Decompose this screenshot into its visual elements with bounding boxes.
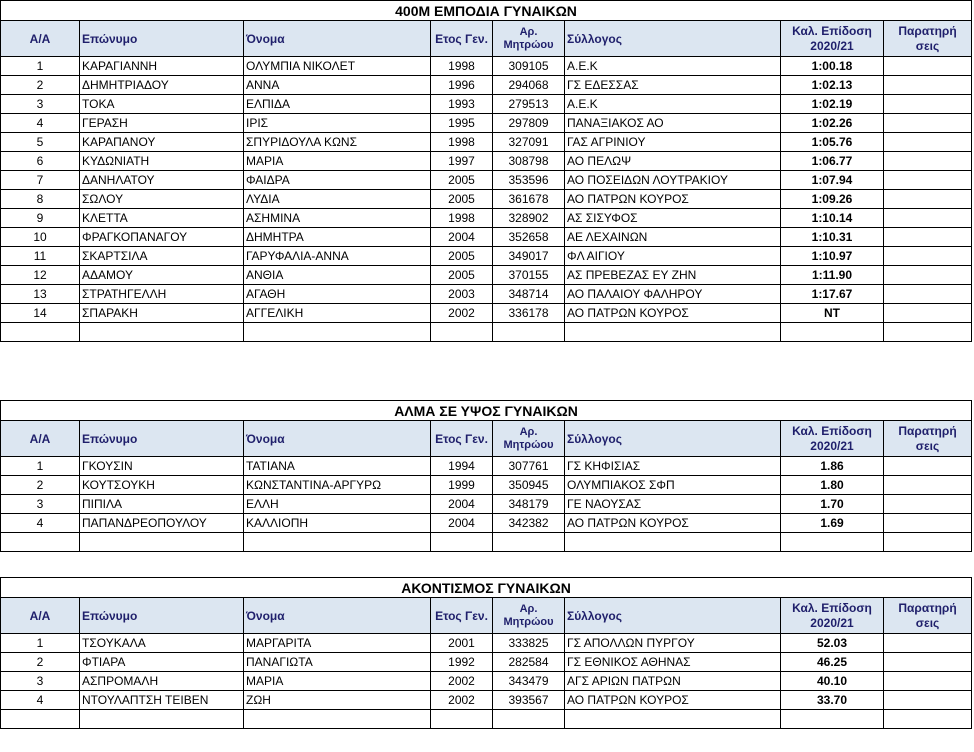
row-number[interactable]: 5 bbox=[1, 133, 80, 152]
first-name-cell[interactable]: ΣΠΥΡΙΔΟΥΛΑ ΚΩΝΣ bbox=[244, 133, 431, 152]
best-performance-cell[interactable]: 1:02.19 bbox=[781, 95, 884, 114]
first-name-cell[interactable]: ΑΣΗΜΙΝΑ bbox=[244, 209, 431, 228]
birth-year-cell[interactable]: 1996 bbox=[431, 76, 493, 95]
surname-cell[interactable]: ΓΚΟΥΣΙΝ bbox=[80, 457, 244, 476]
registry-number-cell[interactable]: 336178 bbox=[493, 304, 565, 323]
club-cell[interactable]: ΠΑΝΑΞΙΑΚΟΣ ΑΟ bbox=[565, 114, 781, 133]
registry-number-cell[interactable]: 350945 bbox=[493, 476, 565, 495]
header-aa: Α/Α bbox=[1, 21, 80, 57]
surname-cell[interactable]: ΣΩΛΟΥ bbox=[80, 190, 244, 209]
row-number[interactable]: 3 bbox=[1, 95, 80, 114]
header-aa: Α/Α bbox=[1, 421, 80, 457]
birth-year-cell[interactable]: 2004 bbox=[431, 228, 493, 247]
best-performance-cell[interactable] bbox=[781, 710, 884, 729]
row-number[interactable]: 13 bbox=[1, 285, 80, 304]
first-name-cell[interactable]: ΛΥΔΙΑ bbox=[244, 190, 431, 209]
best-performance-cell[interactable]: 40.10 bbox=[781, 672, 884, 691]
row-number[interactable]: 3 bbox=[1, 495, 80, 514]
registry-number-cell[interactable]: 353596 bbox=[493, 171, 565, 190]
table-row bbox=[1, 228, 972, 247]
table-row bbox=[1, 533, 972, 552]
best-performance-cell[interactable]: 1:02.13 bbox=[781, 76, 884, 95]
best-performance-cell[interactable]: 1:02.26 bbox=[781, 114, 884, 133]
surname-cell[interactable]: ΣΤΡΑΤΗΓΕΛΛΗ bbox=[80, 285, 244, 304]
results-table bbox=[0, 0, 972, 342]
row-number[interactable]: 6 bbox=[1, 152, 80, 171]
club-cell[interactable]: ΑΟ ΠΕΛΩΨ bbox=[565, 152, 781, 171]
surname-cell[interactable] bbox=[80, 710, 244, 729]
surname-cell[interactable]: ΚΑΡΑΓΙΑΝΝΗ bbox=[80, 57, 244, 76]
club-cell[interactable]: ΓΑΣ ΑΓΡΙΝΙΟΥ bbox=[565, 133, 781, 152]
surname-cell[interactable]: ΓΕΡΑΣΗ bbox=[80, 114, 244, 133]
first-name-cell[interactable] bbox=[244, 710, 431, 729]
notes-cell[interactable] bbox=[884, 57, 972, 76]
table-row bbox=[1, 95, 972, 114]
registry-number-cell[interactable]: 349017 bbox=[493, 247, 565, 266]
club-cell[interactable] bbox=[565, 323, 781, 342]
surname-cell[interactable]: ΔΑΝΗΛΑΤΟΥ bbox=[80, 171, 244, 190]
registry-number-cell[interactable]: 328902 bbox=[493, 209, 565, 228]
header-birth-year: Ετος Γεν. bbox=[431, 21, 493, 57]
row-number[interactable]: 1 bbox=[1, 634, 80, 653]
best-performance-cell[interactable]: 1:09.26 bbox=[781, 190, 884, 209]
row-number[interactable]: 8 bbox=[1, 190, 80, 209]
club-cell[interactable]: ΑΣ ΠΡΕΒΕΖΑΣ ΕΥ ΖΗΝ bbox=[565, 266, 781, 285]
row-number[interactable]: 1 bbox=[1, 57, 80, 76]
club-cell[interactable]: ΓΣ ΑΠΟΛΛΩΝ ΠΥΡΓΟΥ bbox=[565, 634, 781, 653]
surname-cell[interactable]: ΚΟΥΤΣΟΥΚΗ bbox=[80, 476, 244, 495]
header-best-performance: Καλ. Επίδοση 2020/21 bbox=[781, 421, 884, 457]
notes-cell[interactable] bbox=[884, 653, 972, 672]
best-performance-cell[interactable]: 1:17.67 bbox=[781, 285, 884, 304]
registry-number-cell[interactable]: 352658 bbox=[493, 228, 565, 247]
table-row bbox=[1, 247, 972, 266]
surname-cell[interactable]: ΣΠΑΡΑΚΗ bbox=[80, 304, 244, 323]
table-row bbox=[1, 266, 972, 285]
birth-year-cell[interactable]: 1992 bbox=[431, 653, 493, 672]
best-performance-cell[interactable]: 1:11.90 bbox=[781, 266, 884, 285]
header-notes: Παρατηρή σεις bbox=[884, 21, 972, 57]
first-name-cell[interactable]: ΦΑΙΔΡΑ bbox=[244, 171, 431, 190]
registry-number-cell[interactable]: 308798 bbox=[493, 152, 565, 171]
best-performance-cell[interactable] bbox=[781, 533, 884, 552]
club-cell[interactable]: ΟΛΥΜΠΙΑΚΟΣ ΣΦΠ bbox=[565, 476, 781, 495]
notes-cell[interactable] bbox=[884, 95, 972, 114]
club-cell[interactable]: ΑΟ ΠΑΤΡΩΝ ΚΟΥΡΟΣ bbox=[565, 691, 781, 710]
best-performance-cell[interactable]: 1:05.76 bbox=[781, 133, 884, 152]
table-row bbox=[1, 285, 972, 304]
birth-year-cell[interactable]: 2003 bbox=[431, 285, 493, 304]
registry-number-cell[interactable] bbox=[493, 710, 565, 729]
table-row bbox=[1, 691, 972, 710]
first-name-cell[interactable]: ΖΩΗ bbox=[244, 691, 431, 710]
row-number[interactable]: 4 bbox=[1, 514, 80, 533]
best-performance-cell[interactable]: 33.70 bbox=[781, 691, 884, 710]
best-performance-cell[interactable]: 1:10.14 bbox=[781, 209, 884, 228]
surname-cell[interactable]: ΝΤΟΥΛΑΠΤΣΗ ΤΕΙΒΕΝ bbox=[80, 691, 244, 710]
notes-cell[interactable] bbox=[884, 228, 972, 247]
birth-year-cell[interactable]: 1993 bbox=[431, 95, 493, 114]
registry-number-cell[interactable]: 342382 bbox=[493, 514, 565, 533]
surname-cell[interactable]: ΦΡΑΓΚΟΠΑΝΑΓΟΥ bbox=[80, 228, 244, 247]
table-row bbox=[1, 190, 972, 209]
birth-year-cell[interactable]: 1995 bbox=[431, 114, 493, 133]
birth-year-cell[interactable]: 2005 bbox=[431, 247, 493, 266]
header-birth-year: Ετος Γεν. bbox=[431, 598, 493, 634]
first-name-cell[interactable]: ΑΝΝΑ bbox=[244, 76, 431, 95]
table-row bbox=[1, 634, 972, 653]
best-performance-cell[interactable]: 46.25 bbox=[781, 653, 884, 672]
best-performance-cell[interactable]: 1:10.31 bbox=[781, 228, 884, 247]
surname-cell[interactable]: ΑΣΠΡΟΜΑΛΗ bbox=[80, 672, 244, 691]
first-name-cell[interactable]: ΜΑΡΙΑ bbox=[244, 672, 431, 691]
club-cell[interactable] bbox=[565, 710, 781, 729]
registry-number-cell[interactable]: 282584 bbox=[493, 653, 565, 672]
surname-cell[interactable]: ΤΟΚΑ bbox=[80, 95, 244, 114]
club-cell[interactable]: ΑΕ ΛΕΧΑΙΝΩΝ bbox=[565, 228, 781, 247]
registry-number-cell[interactable]: 393567 bbox=[493, 691, 565, 710]
header-registry-number: Αρ. Μητρώου bbox=[493, 421, 565, 457]
club-cell[interactable] bbox=[565, 533, 781, 552]
birth-year-cell[interactable] bbox=[431, 533, 493, 552]
header-best-performance: Καλ. Επίδοση 2020/21 bbox=[781, 598, 884, 634]
registry-number-cell[interactable] bbox=[493, 323, 565, 342]
birth-year-cell[interactable]: 1999 bbox=[431, 476, 493, 495]
club-cell[interactable]: ΦΛ ΑΙΓΙΟΥ bbox=[565, 247, 781, 266]
best-performance-cell[interactable]: 1.86 bbox=[781, 457, 884, 476]
best-performance-cell[interactable]: 52.03 bbox=[781, 634, 884, 653]
notes-cell[interactable] bbox=[884, 457, 972, 476]
surname-cell[interactable]: ΦΤΙΑΡΑ bbox=[80, 653, 244, 672]
results-table bbox=[0, 577, 972, 729]
surname-cell[interactable]: ΔΗΜΗΤΡΙΑΔΟΥ bbox=[80, 76, 244, 95]
table-row bbox=[1, 209, 972, 228]
birth-year-cell[interactable]: 2005 bbox=[431, 171, 493, 190]
header-aa: Α/Α bbox=[1, 598, 80, 634]
birth-year-cell[interactable] bbox=[431, 710, 493, 729]
notes-cell[interactable] bbox=[884, 152, 972, 171]
row-number[interactable]: 9 bbox=[1, 209, 80, 228]
table-row bbox=[1, 514, 972, 533]
table-row bbox=[1, 57, 972, 76]
first-name-cell[interactable]: ΔΗΜΗΤΡΑ bbox=[244, 228, 431, 247]
first-name-cell[interactable]: ΠΑΝΑΓΙΩΤΑ bbox=[244, 653, 431, 672]
header-club: Σύλλογος bbox=[565, 598, 781, 634]
birth-year-cell[interactable]: 2005 bbox=[431, 266, 493, 285]
notes-cell[interactable] bbox=[884, 533, 972, 552]
club-cell[interactable]: ΑΟ ΠΑΤΡΩΝ ΚΟΥΡΟΣ bbox=[565, 190, 781, 209]
club-cell[interactable]: ΑΟ ΠΑΤΡΩΝ ΚΟΥΡΟΣ bbox=[565, 304, 781, 323]
surname-cell[interactable]: ΚΥΔΩΝΙΑΤΗ bbox=[80, 152, 244, 171]
first-name-cell[interactable] bbox=[244, 533, 431, 552]
row-number[interactable]: 3 bbox=[1, 672, 80, 691]
surname-cell[interactable]: ΤΣΟΥΚΑΛΑ bbox=[80, 634, 244, 653]
birth-year-cell[interactable]: 2004 bbox=[431, 495, 493, 514]
registry-number-cell[interactable]: 294068 bbox=[493, 76, 565, 95]
registry-number-cell[interactable]: 370155 bbox=[493, 266, 565, 285]
notes-cell[interactable] bbox=[884, 672, 972, 691]
header-club: Σύλλογος bbox=[565, 421, 781, 457]
club-cell[interactable]: ΓΣ ΕΔΕΣΣΑΣ bbox=[565, 76, 781, 95]
best-performance-cell[interactable]: 1:07.94 bbox=[781, 171, 884, 190]
notes-cell[interactable] bbox=[884, 476, 972, 495]
header-registry-number: Αρ. Μητρώου bbox=[493, 21, 565, 57]
table-row bbox=[1, 457, 972, 476]
surname-cell[interactable] bbox=[80, 323, 244, 342]
header-registry-number: Αρ. Μητρώου bbox=[493, 598, 565, 634]
header-surname: Επώνυμο bbox=[80, 598, 244, 634]
row-number[interactable]: 4 bbox=[1, 114, 80, 133]
first-name-cell[interactable]: ΟΛΥΜΠΙΑ ΝΙΚΟΛΕΤ bbox=[244, 57, 431, 76]
club-cell[interactable]: ΓΣ ΕΘΝΙΚΟΣ ΑΘΗΝΑΣ bbox=[565, 653, 781, 672]
table-row bbox=[1, 152, 972, 171]
first-name-cell[interactable]: ΓΑΡΥΦΑΛΙΑ-ΑΝΝΑ bbox=[244, 247, 431, 266]
header-name: Όνομα bbox=[244, 421, 431, 457]
birth-year-cell[interactable]: 2002 bbox=[431, 672, 493, 691]
row-number[interactable]: 14 bbox=[1, 304, 80, 323]
results-table bbox=[0, 400, 972, 552]
first-name-cell[interactable]: ΤΑΤΙΑΝΑ bbox=[244, 457, 431, 476]
row-number[interactable]: 11 bbox=[1, 247, 80, 266]
header-name: Όνομα bbox=[244, 598, 431, 634]
table-row bbox=[1, 133, 972, 152]
row-number[interactable] bbox=[1, 323, 80, 342]
best-performance-cell[interactable]: 1.69 bbox=[781, 514, 884, 533]
table-row bbox=[1, 76, 972, 95]
first-name-cell[interactable]: ΑΓΑΘΗ bbox=[244, 285, 431, 304]
surname-cell[interactable]: ΣΚΑΡΤΣΙΛΑ bbox=[80, 247, 244, 266]
first-name-cell[interactable]: ΕΛΠΙΔΑ bbox=[244, 95, 431, 114]
registry-number-cell[interactable]: 297809 bbox=[493, 114, 565, 133]
first-name-cell[interactable]: ΑΝΘΙΑ bbox=[244, 266, 431, 285]
club-cell[interactable]: ΑΟ ΠΟΣΕΙΔΩΝ ΛΟΥΤΡΑΚΙΟΥ bbox=[565, 171, 781, 190]
club-cell[interactable]: ΓΕ ΝΑΟΥΣΑΣ bbox=[565, 495, 781, 514]
notes-cell[interactable] bbox=[884, 76, 972, 95]
notes-cell[interactable] bbox=[884, 114, 972, 133]
row-number[interactable]: 4 bbox=[1, 691, 80, 710]
row-number[interactable]: 10 bbox=[1, 228, 80, 247]
birth-year-cell[interactable]: 2004 bbox=[431, 514, 493, 533]
first-name-cell[interactable]: ΜΑΡΙΑ bbox=[244, 152, 431, 171]
club-cell[interactable]: Α.Ε.Κ bbox=[565, 57, 781, 76]
surname-cell[interactable]: ΑΔΑΜΟΥ bbox=[80, 266, 244, 285]
notes-cell[interactable] bbox=[884, 304, 972, 323]
section-title: ΑΚΟΝΤΙΣΜΟΣ ΓΥΝΑΙΚΩΝ bbox=[1, 578, 972, 598]
table-row bbox=[1, 304, 972, 323]
surname-cell[interactable]: ΚΑΡΑΠΑΝΟΥ bbox=[80, 133, 244, 152]
header-best-performance: Καλ. Επίδοση 2020/21 bbox=[781, 21, 884, 57]
table-row bbox=[1, 171, 972, 190]
table-row bbox=[1, 114, 972, 133]
registry-number-cell[interactable]: 327091 bbox=[493, 133, 565, 152]
table-row bbox=[1, 323, 972, 342]
notes-cell[interactable] bbox=[884, 514, 972, 533]
birth-year-cell[interactable]: 2005 bbox=[431, 190, 493, 209]
header-notes: Παρατηρή σεις bbox=[884, 421, 972, 457]
notes-cell[interactable] bbox=[884, 634, 972, 653]
best-performance-cell[interactable]: 1.70 bbox=[781, 495, 884, 514]
best-performance-cell[interactable] bbox=[781, 323, 884, 342]
notes-cell[interactable] bbox=[884, 171, 972, 190]
table-row bbox=[1, 476, 972, 495]
club-cell[interactable]: ΑΣ ΣΙΣΥΦΟΣ bbox=[565, 209, 781, 228]
notes-cell[interactable] bbox=[884, 285, 972, 304]
notes-cell[interactable] bbox=[884, 133, 972, 152]
notes-cell[interactable] bbox=[884, 495, 972, 514]
best-performance-cell[interactable]: 1:06.77 bbox=[781, 152, 884, 171]
registry-number-cell[interactable]: 348714 bbox=[493, 285, 565, 304]
section-title: 400Μ ΕΜΠΟΔΙΑ ΓΥΝΑΙΚΩΝ bbox=[1, 1, 972, 21]
birth-year-cell[interactable]: 1998 bbox=[431, 133, 493, 152]
first-name-cell[interactable] bbox=[244, 323, 431, 342]
header-notes: Παρατηρή σεις bbox=[884, 598, 972, 634]
first-name-cell[interactable]: ΚΩΝΣΤΑΝΤΙΝΑ-ΑΡΓΥΡΩ bbox=[244, 476, 431, 495]
header-birth-year: Ετος Γεν. bbox=[431, 421, 493, 457]
row-number[interactable] bbox=[1, 710, 80, 729]
club-cell[interactable]: Α.Ε.Κ bbox=[565, 95, 781, 114]
header-surname: Επώνυμο bbox=[80, 21, 244, 57]
row-number[interactable]: 2 bbox=[1, 476, 80, 495]
birth-year-cell[interactable]: 1997 bbox=[431, 152, 493, 171]
row-number[interactable]: 2 bbox=[1, 76, 80, 95]
surname-cell[interactable]: ΚΛΕΤΤΑ bbox=[80, 209, 244, 228]
surname-cell[interactable]: ΠΙΠΙΛΑ bbox=[80, 495, 244, 514]
header-club: Σύλλογος bbox=[565, 21, 781, 57]
first-name-cell[interactable]: ΚΑΛΛΙΟΠΗ bbox=[244, 514, 431, 533]
notes-cell[interactable] bbox=[884, 190, 972, 209]
table-row bbox=[1, 653, 972, 672]
first-name-cell[interactable]: ΙΡΙΣ bbox=[244, 114, 431, 133]
best-performance-cell[interactable]: 1.80 bbox=[781, 476, 884, 495]
registry-number-cell[interactable]: 309105 bbox=[493, 57, 565, 76]
best-performance-cell[interactable]: 1:10.97 bbox=[781, 247, 884, 266]
notes-cell[interactable] bbox=[884, 323, 972, 342]
registry-number-cell[interactable]: 348179 bbox=[493, 495, 565, 514]
surname-cell[interactable] bbox=[80, 533, 244, 552]
row-number[interactable]: 7 bbox=[1, 171, 80, 190]
row-number[interactable]: 12 bbox=[1, 266, 80, 285]
notes-cell[interactable] bbox=[884, 691, 972, 710]
notes-cell[interactable] bbox=[884, 710, 972, 729]
registry-number-cell[interactable]: 307761 bbox=[493, 457, 565, 476]
registry-number-cell[interactable] bbox=[493, 533, 565, 552]
registry-number-cell[interactable]: 343479 bbox=[493, 672, 565, 691]
club-cell[interactable]: ΓΣ ΚΗΦΙΣΙΑΣ bbox=[565, 457, 781, 476]
birth-year-cell[interactable]: 2002 bbox=[431, 691, 493, 710]
best-performance-cell[interactable]: 1:00.18 bbox=[781, 57, 884, 76]
birth-year-cell[interactable]: 1994 bbox=[431, 457, 493, 476]
registry-number-cell[interactable]: 361678 bbox=[493, 190, 565, 209]
first-name-cell[interactable]: ΕΛΛΗ bbox=[244, 495, 431, 514]
row-number[interactable]: 1 bbox=[1, 457, 80, 476]
notes-cell[interactable] bbox=[884, 209, 972, 228]
first-name-cell[interactable]: ΜΑΡΓΑΡΙΤΑ bbox=[244, 634, 431, 653]
birth-year-cell[interactable]: 1998 bbox=[431, 57, 493, 76]
birth-year-cell[interactable]: 2002 bbox=[431, 304, 493, 323]
section-title: ΑΛΜΑ ΣΕ ΥΨΟΣ ΓΥΝΑΙΚΩΝ bbox=[1, 401, 972, 421]
club-cell[interactable]: ΑΟ ΠΑΤΡΩΝ ΚΟΥΡΟΣ bbox=[565, 514, 781, 533]
registry-number-cell[interactable]: 279513 bbox=[493, 95, 565, 114]
club-cell[interactable]: ΑΓΣ ΑΡΙΩΝ ΠΑΤΡΩΝ bbox=[565, 672, 781, 691]
notes-cell[interactable] bbox=[884, 266, 972, 285]
club-cell[interactable]: ΑΟ ΠΑΛΑΙΟΥ ΦΑΛΗΡΟΥ bbox=[565, 285, 781, 304]
notes-cell[interactable] bbox=[884, 247, 972, 266]
table-row bbox=[1, 710, 972, 729]
birth-year-cell[interactable]: 1998 bbox=[431, 209, 493, 228]
best-performance-cell[interactable]: NT bbox=[781, 304, 884, 323]
header-surname: Επώνυμο bbox=[80, 421, 244, 457]
table-row bbox=[1, 495, 972, 514]
first-name-cell[interactable]: ΑΓΓΕΛΙΚΗ bbox=[244, 304, 431, 323]
registry-number-cell[interactable]: 333825 bbox=[493, 634, 565, 653]
surname-cell[interactable]: ΠΑΠΑΝΔΡΕΟΠΟΥΛΟΥ bbox=[80, 514, 244, 533]
birth-year-cell[interactable] bbox=[431, 323, 493, 342]
birth-year-cell[interactable]: 2001 bbox=[431, 634, 493, 653]
row-number[interactable] bbox=[1, 533, 80, 552]
table-row bbox=[1, 672, 972, 691]
header-name: Όνομα bbox=[244, 21, 431, 57]
row-number[interactable]: 2 bbox=[1, 653, 80, 672]
